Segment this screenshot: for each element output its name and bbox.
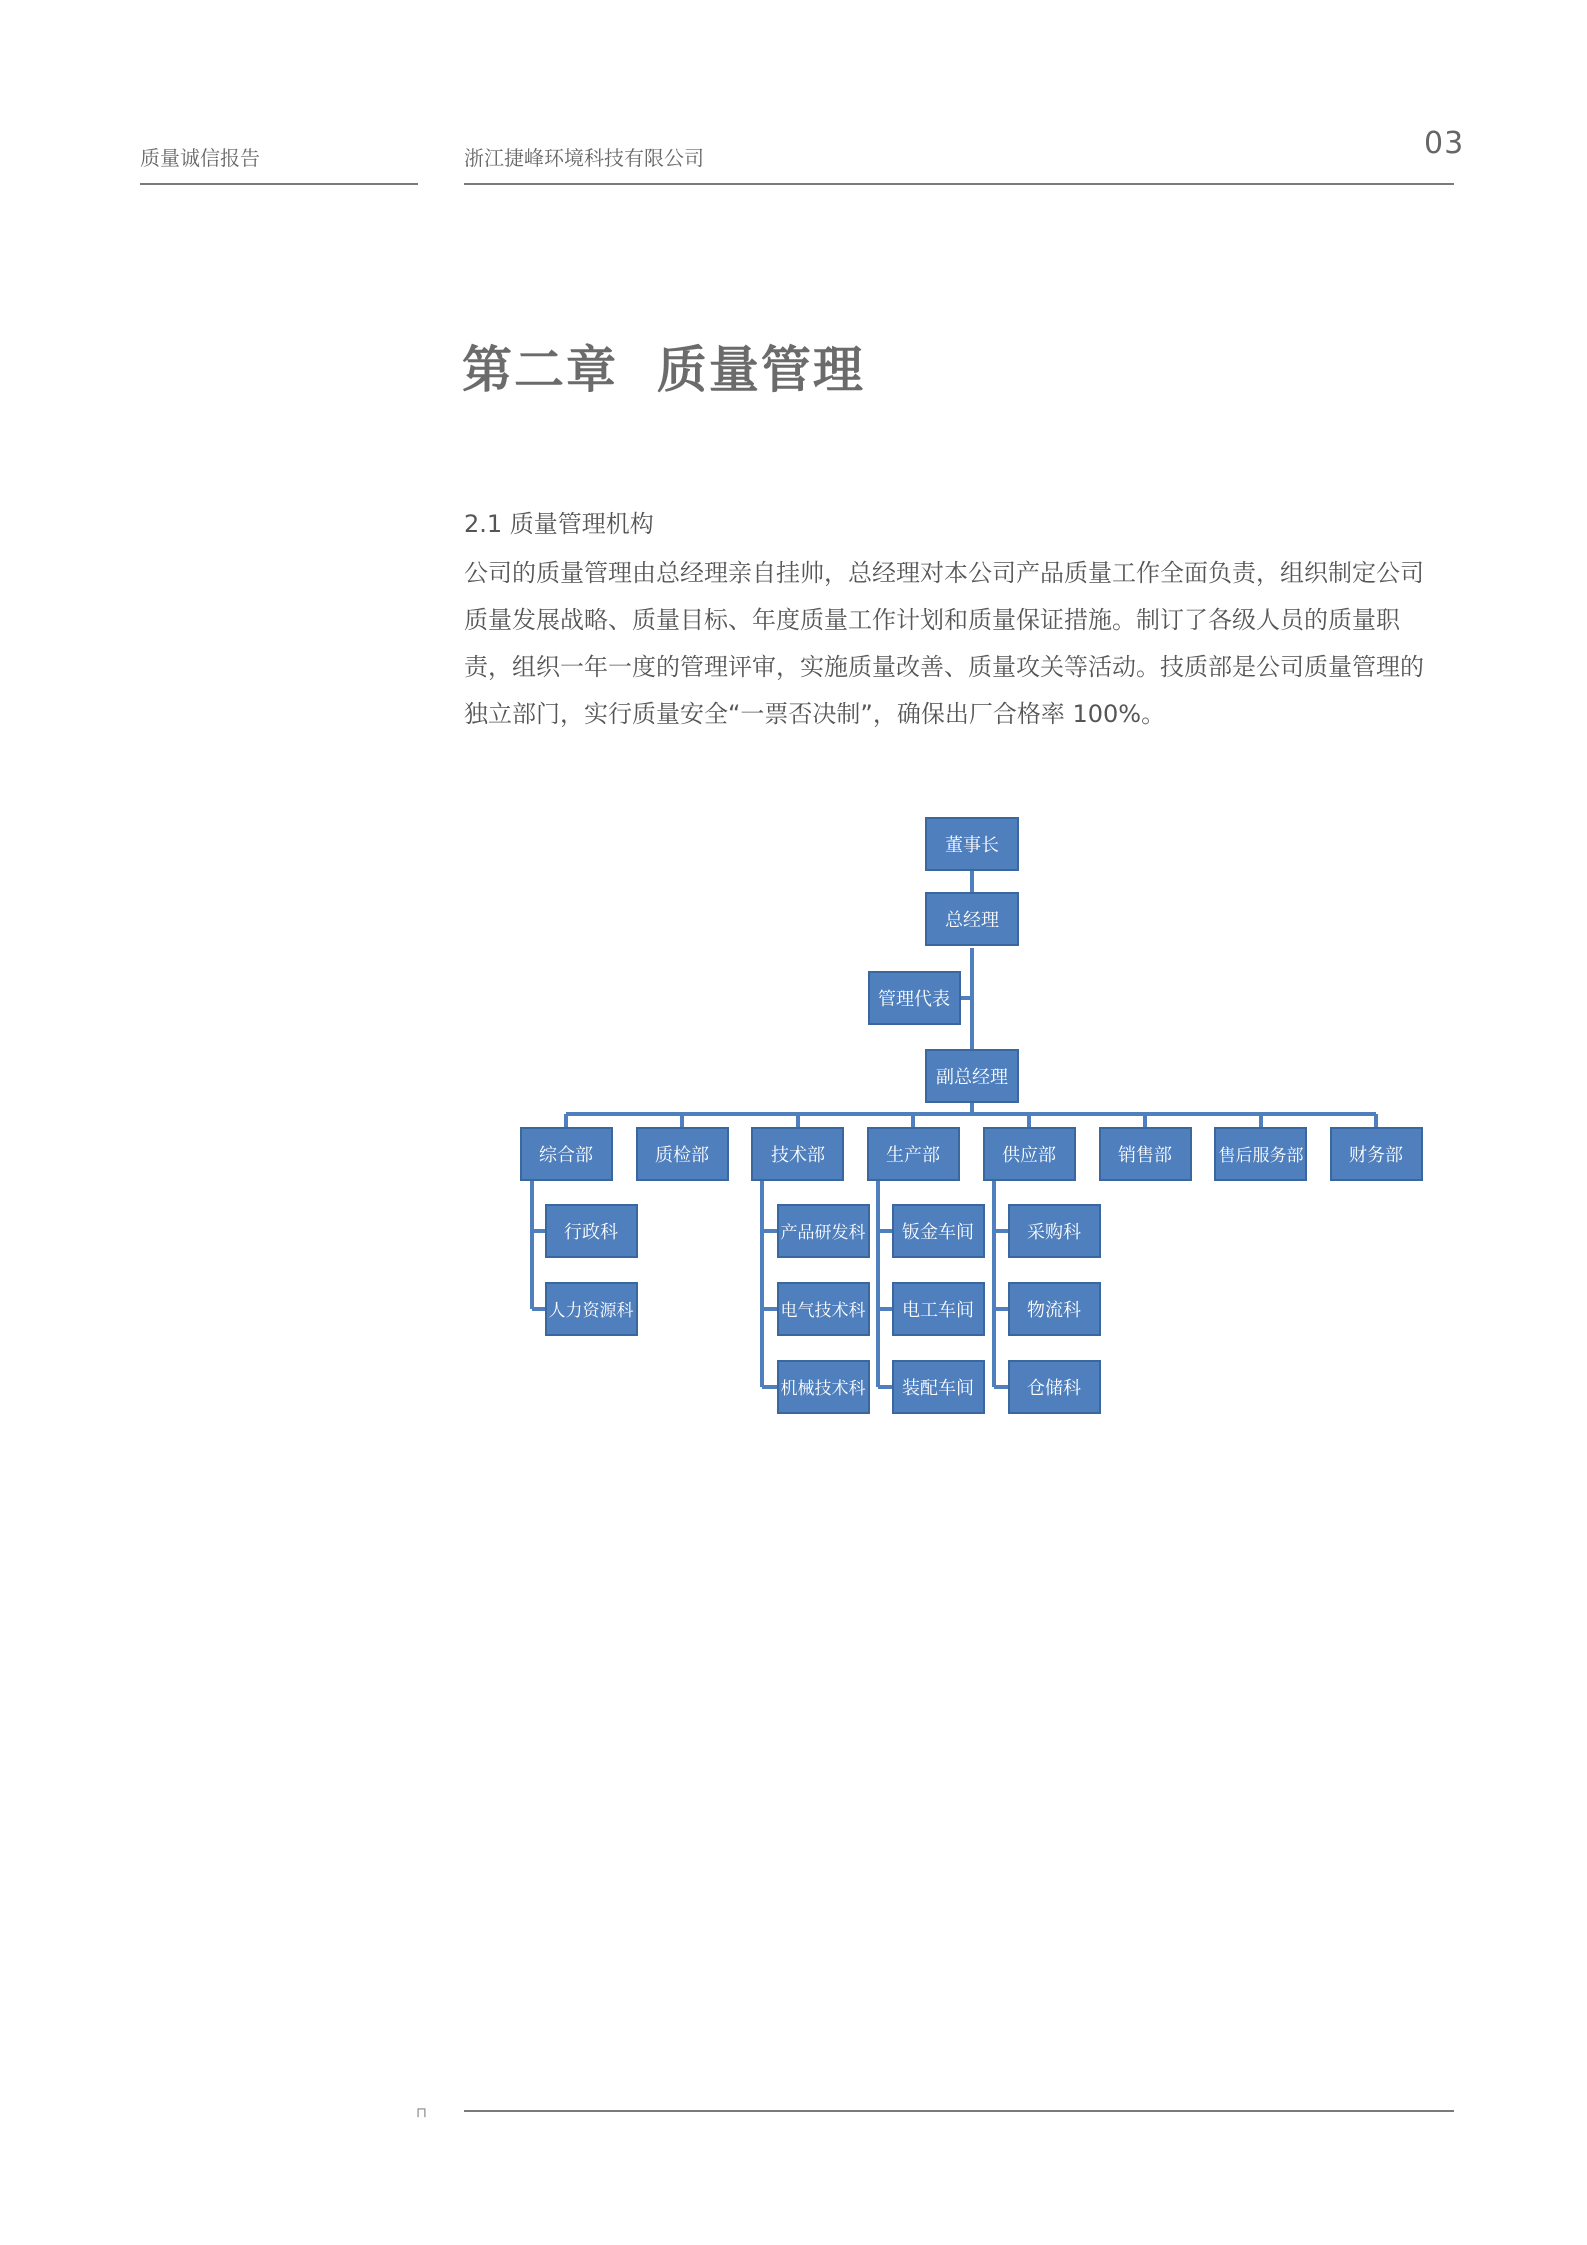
subunit-label: 人力资源科 [548,1301,634,1321]
node-general-manager-label: 总经理 [945,910,999,931]
node-subunit [893,1205,984,1257]
company-name-header: 浙江捷峰环境科技有限公司 [464,146,704,170]
node-general-manager [926,893,1018,945]
dept-label: 生产部 [886,1145,940,1166]
footer-mark: ⊓ [416,2105,427,2121]
page-number: 03 [1424,126,1465,161]
dept-label: 质检部 [655,1145,709,1166]
dept-label: 销售部 [1118,1145,1172,1166]
node-subunit [778,1205,869,1257]
subunit-label: 装配车间 [902,1378,974,1399]
report-title-header: 质量诚信报告 [140,146,260,170]
node-dept [637,1128,728,1180]
node-dept [984,1128,1075,1180]
subunit-label: 电工车间 [902,1300,974,1321]
node-subunit [893,1283,984,1335]
paragraph-line: 独立部门，实行质量安全“一票否决制”，确保出厂合格率 100%。 [464,700,1166,728]
node-dept [1215,1128,1306,1180]
node-subunit [1009,1361,1100,1413]
paragraph-line: 质量发展战略、质量目标、年度质量工作计划和质量保证措施。制订了各级人员的质量职 [464,606,1400,634]
chapter-title: 第二章 质量管理 [462,341,865,399]
node-dept [868,1128,959,1180]
footer-rule [464,2110,1454,2112]
dept-label: 财务部 [1349,1145,1403,1166]
node-dept [752,1128,843,1180]
node-chairman-label: 董事长 [945,835,999,856]
node-subunit [893,1361,984,1413]
node-subunit [778,1283,869,1335]
node-dept [1100,1128,1191,1180]
subunit-label: 采购科 [1027,1222,1081,1243]
node-dept [521,1128,612,1180]
node-subunit [546,1205,637,1257]
paragraph-line: 责，组织一年一度的管理评审，实施质量改善、质量攻关等活动。技质部是公司质量管理的 [464,653,1424,681]
paragraph-line: 公司的质量管理由总经理亲自挂帅，总经理对本公司产品质量工作全面负责，组织制定公司 [464,559,1424,587]
section-heading: 2.1 质量管理机构 [464,510,654,538]
subunit-label: 机械技术科 [780,1379,866,1399]
node-dept [1331,1128,1422,1180]
node-subunit [1009,1283,1100,1335]
dept-label: 供应部 [1002,1145,1056,1166]
subunit-label: 产品研发科 [780,1223,866,1243]
dept-label: 综合部 [539,1145,593,1166]
node-management-rep [869,972,960,1024]
dept-label: 售后服务部 [1218,1146,1304,1166]
node-deputy-gm [926,1050,1018,1102]
node-deputy-gm-label: 副总经理 [936,1067,1008,1088]
subunit-label: 钣金车间 [902,1222,974,1243]
node-chairman [926,818,1018,870]
subunit-label: 仓储科 [1027,1378,1081,1399]
node-subunit [546,1283,637,1335]
node-subunit [1009,1205,1100,1257]
subunit-label: 物流科 [1027,1300,1081,1321]
dept-label: 技术部 [771,1145,825,1166]
subunit-label: 行政科 [564,1222,618,1243]
node-management-rep-label: 管理代表 [878,989,950,1010]
subunit-label: 电气技术科 [780,1301,866,1321]
node-subunit [778,1361,869,1413]
